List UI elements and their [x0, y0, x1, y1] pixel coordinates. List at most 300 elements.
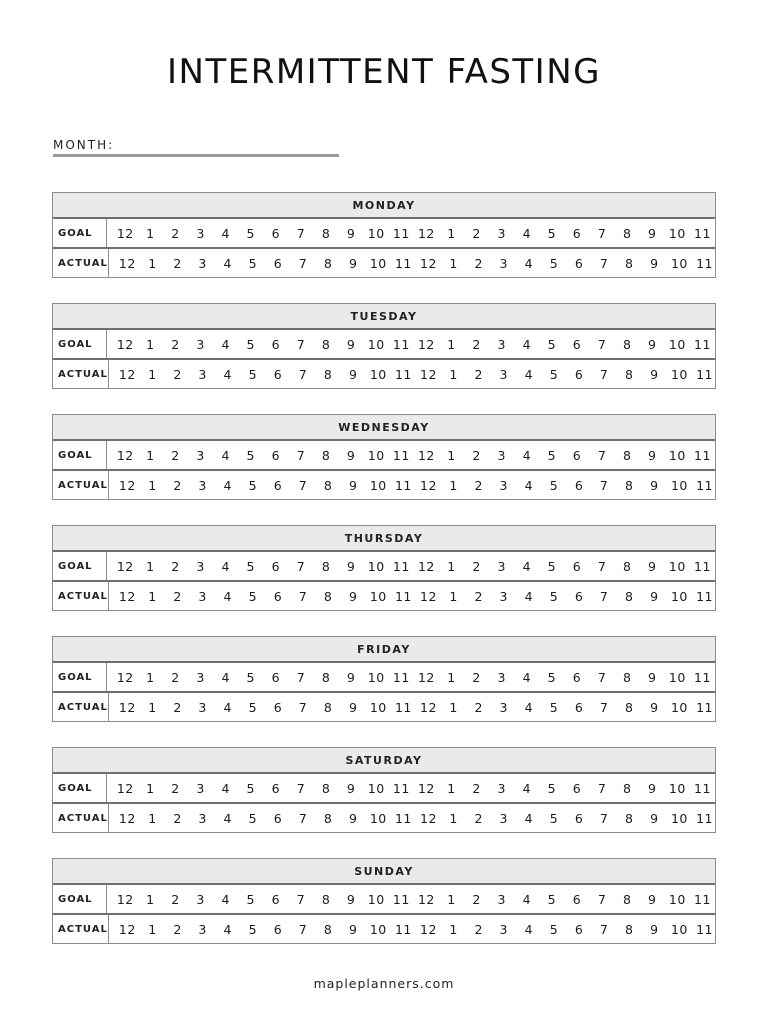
hour-cell[interactable]: 9 — [650, 477, 659, 493]
hour-cell[interactable]: 1 — [449, 810, 458, 826]
hour-cell[interactable]: 10 — [670, 366, 688, 382]
hour-cell[interactable]: 7 — [597, 336, 607, 352]
hour-cell[interactable]: 10 — [668, 225, 686, 241]
hour-cell[interactable]: 12 — [417, 336, 435, 352]
hour-cell[interactable]: 5 — [549, 588, 559, 604]
hour-cell[interactable]: 2 — [474, 588, 483, 604]
hour-cell[interactable]: 12 — [420, 810, 437, 826]
hour-cell[interactable]: 6 — [273, 366, 283, 382]
hour-cell[interactable]: 8 — [323, 588, 333, 604]
hour-cell[interactable]: 9 — [648, 447, 657, 463]
hour-cell[interactable]: 2 — [173, 921, 182, 937]
hour-cell[interactable]: 4 — [524, 699, 534, 715]
hour-cell[interactable]: 4 — [522, 225, 532, 241]
hour-cell[interactable]: 10 — [369, 588, 387, 604]
hour-cell[interactable]: 7 — [597, 447, 607, 463]
hour-cell[interactable]: 7 — [296, 558, 306, 574]
hour-cell[interactable]: 8 — [321, 336, 331, 352]
hour-cell[interactable]: 5 — [547, 336, 557, 352]
hour-cell[interactable]: 12 — [118, 255, 136, 271]
hour-cell[interactable]: 11 — [694, 225, 711, 241]
hour-cell[interactable]: 4 — [221, 558, 230, 574]
hour-cell[interactable]: 12 — [420, 477, 437, 493]
hour-cell[interactable]: 10 — [670, 921, 688, 937]
hour-cell[interactable]: 12 — [118, 588, 136, 604]
hour-cell[interactable]: 1 — [148, 921, 157, 937]
hour-cell[interactable]: 4 — [221, 336, 230, 352]
hour-cell[interactable]: 9 — [648, 780, 657, 796]
hour-cell[interactable]: 9 — [650, 366, 659, 382]
hour-cell[interactable]: 4 — [522, 780, 532, 796]
hour-cell[interactable]: 4 — [524, 255, 534, 271]
hour-cell[interactable]: 7 — [599, 366, 609, 382]
hour-cell[interactable]: 6 — [271, 336, 281, 352]
hour-cell[interactable]: 5 — [248, 477, 258, 493]
hour-cell[interactable]: 8 — [625, 921, 634, 937]
hour-cell[interactable]: 3 — [198, 810, 207, 826]
hour-cell[interactable]: 6 — [572, 780, 582, 796]
hour-cell[interactable]: 9 — [346, 336, 356, 352]
hour-cell[interactable]: 11 — [394, 810, 412, 826]
hour-cell[interactable]: 12 — [116, 891, 134, 907]
hour-cell[interactable]: 5 — [248, 699, 258, 715]
hour-cell[interactable]: 9 — [650, 699, 659, 715]
hour-cell[interactable]: 12 — [116, 780, 134, 796]
hour-cell[interactable]: 10 — [670, 477, 688, 493]
hour-cell[interactable]: 4 — [522, 669, 532, 685]
hour-cell[interactable]: 1 — [449, 366, 458, 382]
hour-cell[interactable]: 6 — [572, 558, 582, 574]
hour-cell[interactable]: 9 — [346, 780, 356, 796]
hour-cell[interactable]: 9 — [346, 225, 356, 241]
hour-cell[interactable]: 6 — [574, 699, 584, 715]
hour-cell[interactable]: 1 — [148, 366, 157, 382]
hour-cell[interactable]: 12 — [417, 558, 435, 574]
hour-cell[interactable]: 12 — [118, 477, 136, 493]
hour-cell[interactable]: 6 — [273, 588, 283, 604]
hour-cell[interactable]: 2 — [472, 891, 481, 907]
hour-cell[interactable]: 11 — [394, 699, 412, 715]
hour-cell[interactable]: 6 — [574, 810, 584, 826]
hour-cell[interactable]: 1 — [449, 921, 458, 937]
hour-cell[interactable]: 1 — [447, 669, 456, 685]
hour-cell[interactable]: 10 — [668, 669, 686, 685]
hour-cell[interactable]: 8 — [321, 225, 331, 241]
hour-cell[interactable]: 1 — [146, 447, 155, 463]
hour-cell[interactable]: 6 — [572, 447, 582, 463]
hour-cell[interactable]: 4 — [522, 558, 532, 574]
hour-cell[interactable]: 7 — [298, 477, 308, 493]
hour-cell[interactable]: 12 — [118, 699, 136, 715]
hour-cell[interactable]: 4 — [221, 225, 230, 241]
hour-cell[interactable]: 8 — [622, 891, 632, 907]
hour-cell[interactable]: 11 — [696, 810, 713, 826]
hour-cell[interactable]: 11 — [392, 447, 410, 463]
hour-cell[interactable]: 8 — [622, 669, 632, 685]
hour-cell[interactable]: 10 — [369, 366, 387, 382]
hour-cell[interactable]: 5 — [246, 669, 255, 685]
hour-cell[interactable]: 2 — [474, 366, 483, 382]
hour-cell[interactable]: 6 — [574, 588, 584, 604]
hour-cell[interactable]: 6 — [271, 225, 281, 241]
hour-cell[interactable]: 8 — [323, 366, 333, 382]
hour-cell[interactable]: 8 — [625, 366, 634, 382]
hour-cell[interactable]: 11 — [696, 477, 713, 493]
hour-cell[interactable]: 1 — [449, 588, 458, 604]
hour-cell[interactable]: 2 — [173, 477, 182, 493]
hour-cell[interactable]: 6 — [574, 255, 584, 271]
hour-cell[interactable]: 11 — [392, 225, 410, 241]
hour-cell[interactable]: 8 — [622, 447, 632, 463]
hour-cell[interactable]: 9 — [346, 558, 356, 574]
hour-cell[interactable]: 2 — [474, 699, 483, 715]
hour-cell[interactable]: 11 — [394, 366, 412, 382]
hour-cell[interactable]: 5 — [246, 336, 255, 352]
hour-cell[interactable]: 7 — [298, 366, 308, 382]
hour-cell[interactable]: 11 — [394, 588, 412, 604]
hour-cell[interactable]: 10 — [668, 336, 686, 352]
hour-cell[interactable]: 3 — [499, 810, 508, 826]
hour-cell[interactable]: 10 — [367, 891, 385, 907]
hour-cell[interactable]: 12 — [116, 669, 134, 685]
hour-cell[interactable]: 10 — [668, 558, 686, 574]
hour-cell[interactable]: 9 — [650, 810, 659, 826]
hour-cell[interactable]: 12 — [116, 336, 134, 352]
hour-cell[interactable]: 11 — [392, 780, 410, 796]
hour-cell[interactable]: 3 — [499, 366, 508, 382]
hour-cell[interactable]: 2 — [171, 225, 180, 241]
hour-cell[interactable]: 4 — [223, 588, 232, 604]
hour-cell[interactable]: 3 — [497, 558, 506, 574]
hour-cell[interactable]: 5 — [549, 255, 559, 271]
hour-cell[interactable]: 10 — [670, 699, 688, 715]
hour-cell[interactable]: 8 — [625, 699, 634, 715]
hour-cell[interactable]: 2 — [173, 588, 182, 604]
hour-cell[interactable]: 6 — [273, 810, 283, 826]
hour-cell[interactable]: 5 — [248, 921, 258, 937]
hour-cell[interactable]: 12 — [420, 366, 437, 382]
hour-cell[interactable]: 3 — [499, 477, 508, 493]
hour-cell[interactable]: 2 — [171, 447, 180, 463]
hour-cell[interactable]: 7 — [599, 699, 609, 715]
hour-cell[interactable]: 6 — [574, 477, 584, 493]
hour-cell[interactable]: 1 — [146, 891, 155, 907]
hour-cell[interactable]: 3 — [499, 921, 508, 937]
hour-cell[interactable]: 5 — [248, 366, 258, 382]
hour-cell[interactable]: 3 — [196, 558, 205, 574]
hour-cell[interactable]: 2 — [472, 780, 481, 796]
hour-cell[interactable]: 11 — [394, 255, 412, 271]
hour-cell[interactable]: 3 — [196, 669, 205, 685]
hour-cell[interactable]: 8 — [323, 810, 333, 826]
hour-cell[interactable]: 1 — [146, 225, 155, 241]
hour-cell[interactable]: 1 — [447, 891, 456, 907]
hour-cell[interactable]: 10 — [369, 810, 387, 826]
hour-cell[interactable]: 9 — [348, 255, 358, 271]
hour-cell[interactable]: 4 — [524, 810, 534, 826]
hour-cell[interactable]: 11 — [392, 558, 410, 574]
hour-cell[interactable]: 6 — [271, 780, 281, 796]
hour-cell[interactable]: 7 — [298, 699, 308, 715]
hour-cell[interactable]: 12 — [420, 588, 437, 604]
hour-cell[interactable]: 8 — [321, 447, 331, 463]
hour-cell[interactable]: 3 — [198, 699, 207, 715]
hour-cell[interactable]: 11 — [392, 891, 410, 907]
hour-cell[interactable]: 2 — [173, 255, 182, 271]
hour-cell[interactable]: 5 — [248, 810, 258, 826]
hour-cell[interactable]: 7 — [296, 447, 306, 463]
hour-cell[interactable]: 6 — [271, 891, 281, 907]
hour-cell[interactable]: 5 — [246, 891, 255, 907]
hour-cell[interactable]: 6 — [273, 921, 283, 937]
hour-cell[interactable]: 9 — [346, 669, 356, 685]
hour-cell[interactable]: 3 — [198, 477, 207, 493]
hour-cell[interactable]: 7 — [597, 891, 607, 907]
hour-cell[interactable]: 1 — [146, 336, 155, 352]
hour-cell[interactable]: 6 — [572, 669, 582, 685]
hour-cell[interactable]: 3 — [497, 447, 506, 463]
hour-cell[interactable]: 12 — [417, 891, 435, 907]
hour-cell[interactable]: 6 — [273, 699, 283, 715]
hour-cell[interactable]: 11 — [696, 366, 713, 382]
hour-cell[interactable]: 12 — [420, 255, 437, 271]
hour-cell[interactable]: 7 — [599, 477, 609, 493]
hour-cell[interactable]: 11 — [694, 336, 711, 352]
hour-cell[interactable]: 8 — [323, 921, 333, 937]
hour-cell[interactable]: 8 — [321, 669, 331, 685]
hour-cell[interactable]: 2 — [171, 891, 180, 907]
hour-cell[interactable]: 4 — [522, 336, 532, 352]
hour-cell[interactable]: 3 — [499, 255, 508, 271]
hour-cell[interactable]: 3 — [497, 669, 506, 685]
hour-cell[interactable]: 5 — [549, 477, 559, 493]
hour-cell[interactable]: 7 — [296, 336, 306, 352]
hour-cell[interactable]: 6 — [271, 669, 281, 685]
hour-cell[interactable]: 6 — [271, 558, 281, 574]
hour-cell[interactable]: 4 — [522, 447, 532, 463]
hour-cell[interactable]: 4 — [221, 891, 230, 907]
hour-cell[interactable]: 11 — [392, 669, 410, 685]
hour-cell[interactable]: 5 — [248, 255, 258, 271]
hour-cell[interactable]: 5 — [246, 225, 255, 241]
hour-cell[interactable]: 12 — [118, 810, 136, 826]
hour-cell[interactable]: 11 — [696, 699, 713, 715]
hour-cell[interactable]: 7 — [296, 780, 306, 796]
hour-cell[interactable]: 5 — [246, 780, 255, 796]
hour-cell[interactable]: 12 — [116, 447, 134, 463]
hour-cell[interactable]: 6 — [574, 921, 584, 937]
hour-cell[interactable]: 10 — [367, 558, 385, 574]
hour-cell[interactable]: 4 — [223, 366, 232, 382]
hour-cell[interactable]: 10 — [367, 447, 385, 463]
hour-cell[interactable]: 9 — [348, 588, 358, 604]
hour-cell[interactable]: 1 — [146, 669, 155, 685]
hour-cell[interactable]: 3 — [499, 699, 508, 715]
hour-cell[interactable]: 5 — [246, 558, 255, 574]
hour-cell[interactable]: 9 — [648, 336, 657, 352]
hour-cell[interactable]: 8 — [622, 558, 632, 574]
hour-cell[interactable]: 1 — [447, 225, 456, 241]
hour-cell[interactable]: 4 — [221, 447, 230, 463]
hour-cell[interactable]: 10 — [668, 447, 686, 463]
hour-cell[interactable]: 5 — [549, 366, 559, 382]
hour-cell[interactable]: 1 — [447, 447, 456, 463]
hour-cell[interactable]: 5 — [547, 225, 557, 241]
hour-cell[interactable]: 5 — [246, 447, 255, 463]
hour-cell[interactable]: 6 — [273, 477, 283, 493]
hour-cell[interactable]: 7 — [599, 255, 609, 271]
hour-cell[interactable]: 2 — [171, 669, 180, 685]
hour-cell[interactable]: 12 — [118, 921, 136, 937]
hour-cell[interactable]: 2 — [472, 336, 481, 352]
hour-cell[interactable]: 12 — [116, 225, 134, 241]
hour-cell[interactable]: 10 — [369, 255, 387, 271]
hour-cell[interactable]: 8 — [622, 336, 632, 352]
hour-cell[interactable]: 6 — [572, 336, 582, 352]
hour-cell[interactable]: 5 — [248, 588, 258, 604]
hour-cell[interactable]: 5 — [549, 921, 559, 937]
hour-cell[interactable]: 8 — [625, 810, 634, 826]
hour-cell[interactable]: 3 — [196, 225, 205, 241]
hour-cell[interactable]: 8 — [323, 255, 333, 271]
hour-cell[interactable]: 7 — [597, 558, 607, 574]
hour-cell[interactable]: 8 — [625, 477, 634, 493]
hour-cell[interactable]: 1 — [447, 336, 456, 352]
hour-cell[interactable]: 11 — [694, 558, 711, 574]
hour-cell[interactable]: 2 — [472, 558, 481, 574]
hour-cell[interactable]: 3 — [198, 255, 207, 271]
hour-cell[interactable]: 3 — [196, 891, 205, 907]
hour-cell[interactable]: 9 — [346, 891, 356, 907]
hour-cell[interactable]: 5 — [547, 447, 557, 463]
hour-cell[interactable]: 12 — [420, 699, 437, 715]
hour-cell[interactable]: 11 — [696, 921, 713, 937]
hour-cell[interactable]: 4 — [223, 699, 232, 715]
month-input-line[interactable] — [53, 154, 339, 157]
hour-cell[interactable]: 5 — [549, 699, 559, 715]
hour-cell[interactable]: 12 — [420, 921, 437, 937]
hour-cell[interactable]: 7 — [296, 225, 306, 241]
hour-cell[interactable]: 5 — [547, 891, 557, 907]
hour-cell[interactable]: 3 — [198, 921, 207, 937]
hour-cell[interactable]: 9 — [348, 366, 358, 382]
hour-cell[interactable]: 11 — [694, 669, 711, 685]
hour-cell[interactable]: 10 — [668, 891, 686, 907]
hour-cell[interactable]: 4 — [223, 810, 232, 826]
hour-cell[interactable]: 9 — [346, 447, 356, 463]
hour-cell[interactable]: 2 — [171, 780, 180, 796]
hour-cell[interactable]: 10 — [367, 336, 385, 352]
hour-cell[interactable]: 1 — [447, 558, 456, 574]
hour-cell[interactable]: 4 — [524, 477, 534, 493]
hour-cell[interactable]: 4 — [524, 366, 534, 382]
hour-cell[interactable]: 11 — [392, 336, 410, 352]
hour-cell[interactable]: 8 — [321, 780, 331, 796]
hour-cell[interactable]: 5 — [547, 780, 557, 796]
hour-cell[interactable]: 10 — [367, 669, 385, 685]
hour-cell[interactable]: 12 — [116, 558, 134, 574]
hour-cell[interactable]: 4 — [221, 669, 230, 685]
hour-cell[interactable]: 3 — [198, 366, 207, 382]
hour-cell[interactable]: 9 — [650, 921, 659, 937]
hour-cell[interactable]: 8 — [321, 891, 331, 907]
hour-cell[interactable]: 2 — [173, 699, 182, 715]
hour-cell[interactable]: 6 — [572, 891, 582, 907]
hour-cell[interactable]: 1 — [148, 810, 157, 826]
hour-cell[interactable]: 3 — [497, 891, 506, 907]
hour-cell[interactable]: 3 — [497, 225, 506, 241]
hour-cell[interactable]: 11 — [696, 588, 713, 604]
hour-cell[interactable]: 2 — [472, 447, 481, 463]
hour-cell[interactable]: 5 — [549, 810, 559, 826]
hour-cell[interactable]: 7 — [298, 810, 308, 826]
hour-cell[interactable]: 1 — [447, 780, 456, 796]
hour-cell[interactable]: 2 — [472, 669, 481, 685]
hour-cell[interactable]: 7 — [298, 588, 308, 604]
hour-cell[interactable]: 12 — [417, 780, 435, 796]
hour-cell[interactable]: 8 — [323, 477, 333, 493]
hour-cell[interactable]: 3 — [196, 447, 205, 463]
hour-cell[interactable]: 4 — [524, 588, 534, 604]
hour-cell[interactable]: 11 — [694, 891, 711, 907]
hour-cell[interactable]: 11 — [694, 447, 711, 463]
hour-cell[interactable]: 2 — [173, 366, 182, 382]
hour-cell[interactable]: 2 — [472, 225, 481, 241]
hour-cell[interactable]: 4 — [524, 921, 534, 937]
hour-cell[interactable]: 10 — [670, 255, 688, 271]
hour-cell[interactable]: 9 — [650, 588, 659, 604]
hour-cell[interactable]: 6 — [273, 255, 283, 271]
hour-cell[interactable]: 2 — [474, 477, 483, 493]
hour-cell[interactable]: 3 — [196, 336, 205, 352]
hour-cell[interactable]: 7 — [599, 810, 609, 826]
hour-cell[interactable]: 1 — [148, 477, 157, 493]
hour-cell[interactable]: 1 — [449, 699, 458, 715]
hour-cell[interactable]: 2 — [173, 810, 182, 826]
hour-cell[interactable]: 7 — [296, 669, 306, 685]
hour-cell[interactable]: 5 — [547, 558, 557, 574]
hour-cell[interactable]: 9 — [648, 225, 657, 241]
hour-cell[interactable]: 10 — [670, 588, 688, 604]
hour-cell[interactable]: 3 — [497, 336, 506, 352]
hour-cell[interactable]: 7 — [597, 225, 607, 241]
hour-cell[interactable]: 5 — [547, 669, 557, 685]
hour-cell[interactable]: 12 — [417, 447, 435, 463]
hour-cell[interactable]: 10 — [670, 810, 688, 826]
hour-cell[interactable]: 1 — [148, 588, 157, 604]
hour-cell[interactable]: 12 — [118, 366, 136, 382]
hour-cell[interactable]: 8 — [622, 225, 632, 241]
hour-cell[interactable]: 7 — [599, 921, 609, 937]
hour-cell[interactable]: 6 — [574, 366, 584, 382]
hour-cell[interactable]: 2 — [474, 921, 483, 937]
hour-cell[interactable]: 8 — [323, 699, 333, 715]
hour-cell[interactable]: 2 — [474, 255, 483, 271]
hour-cell[interactable]: 9 — [348, 921, 358, 937]
hour-cell[interactable]: 10 — [668, 780, 686, 796]
hour-cell[interactable]: 9 — [348, 477, 358, 493]
hour-cell[interactable]: 2 — [171, 558, 180, 574]
hour-cell[interactable]: 9 — [348, 810, 358, 826]
hour-cell[interactable]: 8 — [622, 780, 632, 796]
hour-cell[interactable]: 8 — [625, 588, 634, 604]
hour-cell[interactable]: 7 — [296, 891, 306, 907]
hour-cell[interactable]: 7 — [599, 588, 609, 604]
hour-cell[interactable]: 9 — [650, 255, 659, 271]
hour-cell[interactable]: 11 — [694, 780, 711, 796]
hour-cell[interactable]: 7 — [298, 921, 308, 937]
hour-cell[interactable]: 12 — [417, 669, 435, 685]
